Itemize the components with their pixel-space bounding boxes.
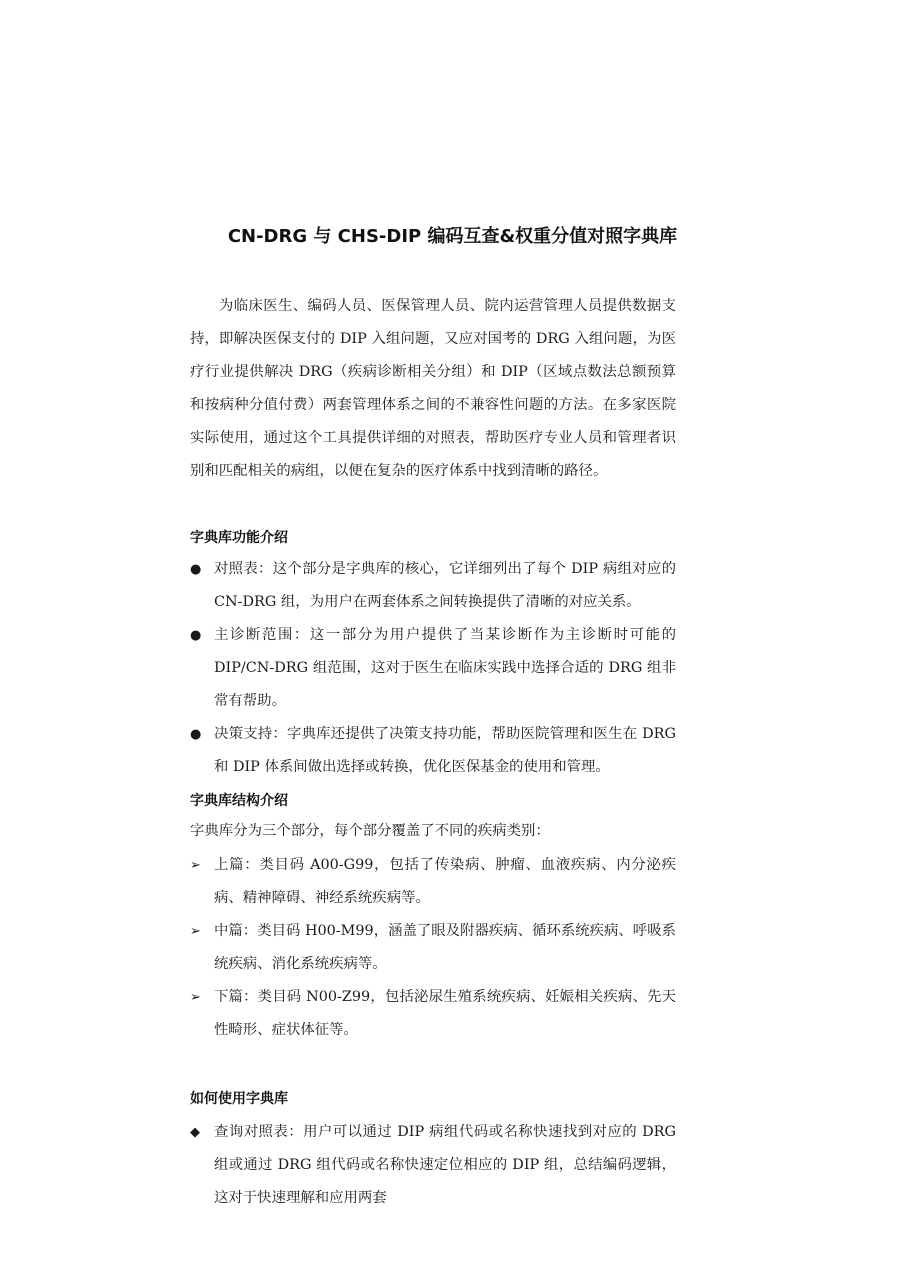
list-item	[190, 553, 676, 619]
usage-list	[190, 1116, 676, 1215]
bullet-circle-icon: ●	[190, 562, 202, 577]
section-heading-structure: 字典库结构介绍	[190, 793, 288, 809]
bullet-circle-icon: ●	[190, 628, 202, 643]
bullet-circle-icon: ●	[190, 727, 202, 742]
list-item	[190, 718, 676, 784]
list-item	[190, 981, 676, 1047]
diamond-bullet-icon: ◆	[190, 1125, 200, 1140]
usage-list-clip	[190, 1116, 676, 1206]
features-list	[190, 553, 676, 784]
document-title: CN-DRG 与 CHS-DIP 编码互查&权重分值对照字典库	[227, 226, 678, 247]
list-item	[190, 915, 676, 981]
section-heading-usage: 如何使用字典库	[190, 1091, 288, 1107]
arrowhead-bullet-icon: ➢	[190, 858, 201, 873]
section-heading-features: 字典库功能介绍	[190, 530, 288, 546]
list-item-text: 查询对照表：用户可以通过 DIP 病组代码或名称快速找到对应的 DRG 组或通过 DRG 组代码或名称快速定位相应的 DIP 组，总结编码逻辑，这对于快速理解和应用两套	[214, 1124, 676, 1206]
list-item-text: 主诊断范围：这一部分为用户提供了当某诊断作为主诊断时可能的 DIP/CN-DRG 组范围，这对于医生在临床实践中选择合适的 DRG 组非常有帮助。	[214, 627, 676, 709]
list-item-text: 决策支持：字典库还提供了决策支持功能，帮助医院管理和医生在 DRG 和 DIP 体系间做出选择或转换，优化医保基金的使用和管理。	[214, 726, 676, 775]
list-item-text: 上篇：类目码 A00-G99，包括了传染病、肿瘤、血液疾病、内分泌疾病、精神障碍、神经系统疾病等。	[214, 857, 676, 906]
list-item	[190, 1116, 676, 1215]
arrowhead-bullet-icon: ➢	[190, 924, 201, 939]
list-item-text: 中篇：类目码 H00-M99，涵盖了眼及附器疾病、循环系统疾病、呼吸系统疾病、消化系统疾病等。	[214, 923, 676, 972]
list-item-text: 下篇：类目码 N00-Z99，包括泌尿生殖系统疾病、妊娠相关疾病、先天性畸形、症状体征等。	[214, 989, 676, 1038]
structure-list	[190, 849, 676, 1047]
intro-paragraph: 为临床医生、编码人员、医保管理人员、院内运营管理人员提供数据支持，即解决医保支付的 DIP 入组问题，又应对国考的 DRG 入组问题，为医疗行业提供解决 DRG（疾病诊断相关分组）和 DIP（区域点数法总额预算和按病种分值付费）两套管理体系之间的不兼容性问题的方法。在多家医院实际使用，通过这个工具提供详细的对照表，帮助医疗专业人员和管理者识别和匹配相关的病组，以便在复杂的医疗体系中找到清晰的路径。	[190, 298, 676, 479]
list-item-text: 对照表：这个部分是字典库的核心，它详细列出了每个 DIP 病组对应的 CN-DRG 组，为用户在两套体系之间转换提供了清晰的对应关系。	[214, 561, 676, 610]
arrowhead-bullet-icon: ➢	[190, 990, 201, 1005]
structure-lead: 字典库分为三个部分，每个部分覆盖了不同的疾病类别：	[190, 823, 550, 839]
list-item	[190, 849, 676, 915]
list-item	[190, 619, 676, 718]
